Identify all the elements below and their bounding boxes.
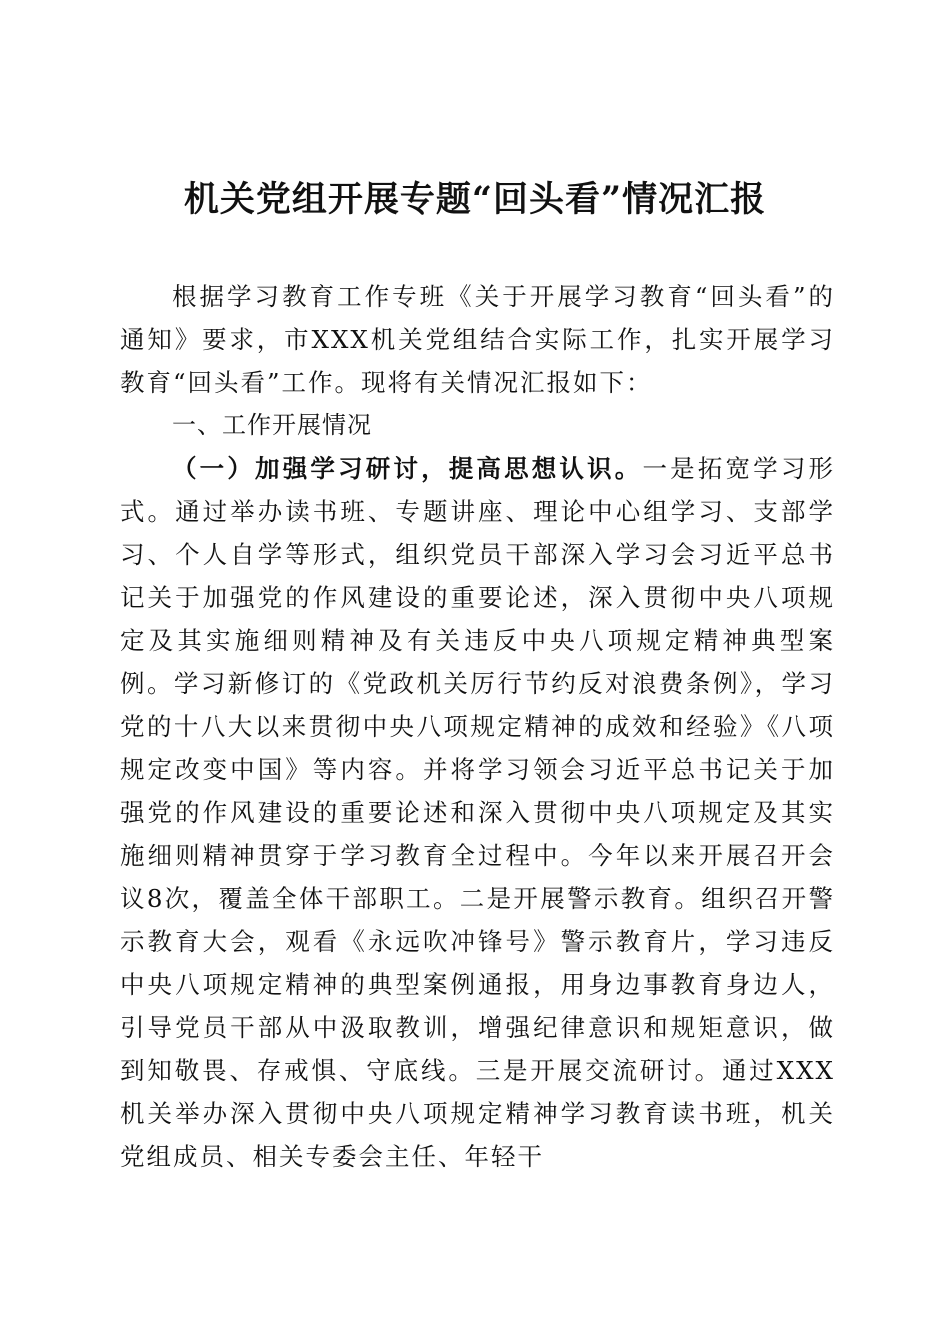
section-heading-work-progress: 一、工作开展情况 (172, 411, 372, 439)
subsection-body: 一是拓宽学习形式。通过举办读书班、专题讲座、理论中心组学习、支部学习、个人自学等形式，组织党员干部深入学习会习近平总书记关于加强党的作风建设的重要论述，深入贯彻中央八项规定及其实施细则精神及有关违反中央八项规定精神典型案例。学习新修订的《党政机关厉行节约反对浪费条例》，学习党的十八大以来贯彻中央八项规定精神的成效和经验》《八项规定改变中国》等内容。并将学习领会习近平总书记关于加强党的作风建设的重要论述和深入贯彻中央八项规定及其实施细则精神贯穿于学习教育全过程中。今年以来开展召开会议8次，覆盖全体干部职工。二是开展警示教育。组织召开警示教育大会，观看《永远吹冲锋号》警示教育片，学习违反中央八项规定精神的典型案例通报，用身边事教育身边人，引导党员干部从中汲取教训，增强纪律意识和规矩意识，做到知敬畏、存戒惧、守底线。三是开展交流研讨。通过XXX机关举办深入贯彻中央八项规定精神学习教育读书班，机关党组成员、相关专委会主任、年轻干 (120, 454, 836, 1171)
intro-paragraph: 根据学习教育工作专班《关于开展学习教育“回头看”的通知》要求，市XXX机关党组结合实际工作，扎实开展学习教育“回头看”工作。现将有关情况汇报如下： (120, 282, 835, 397)
document-body (120, 275, 835, 1178)
document-title: 机关党组开展专题“回头看”情况汇报 (183, 179, 767, 220)
subsection-heading: （一）加强学习研讨，提高思想认识。 (172, 454, 643, 483)
subsection-paragraph (120, 447, 835, 1178)
